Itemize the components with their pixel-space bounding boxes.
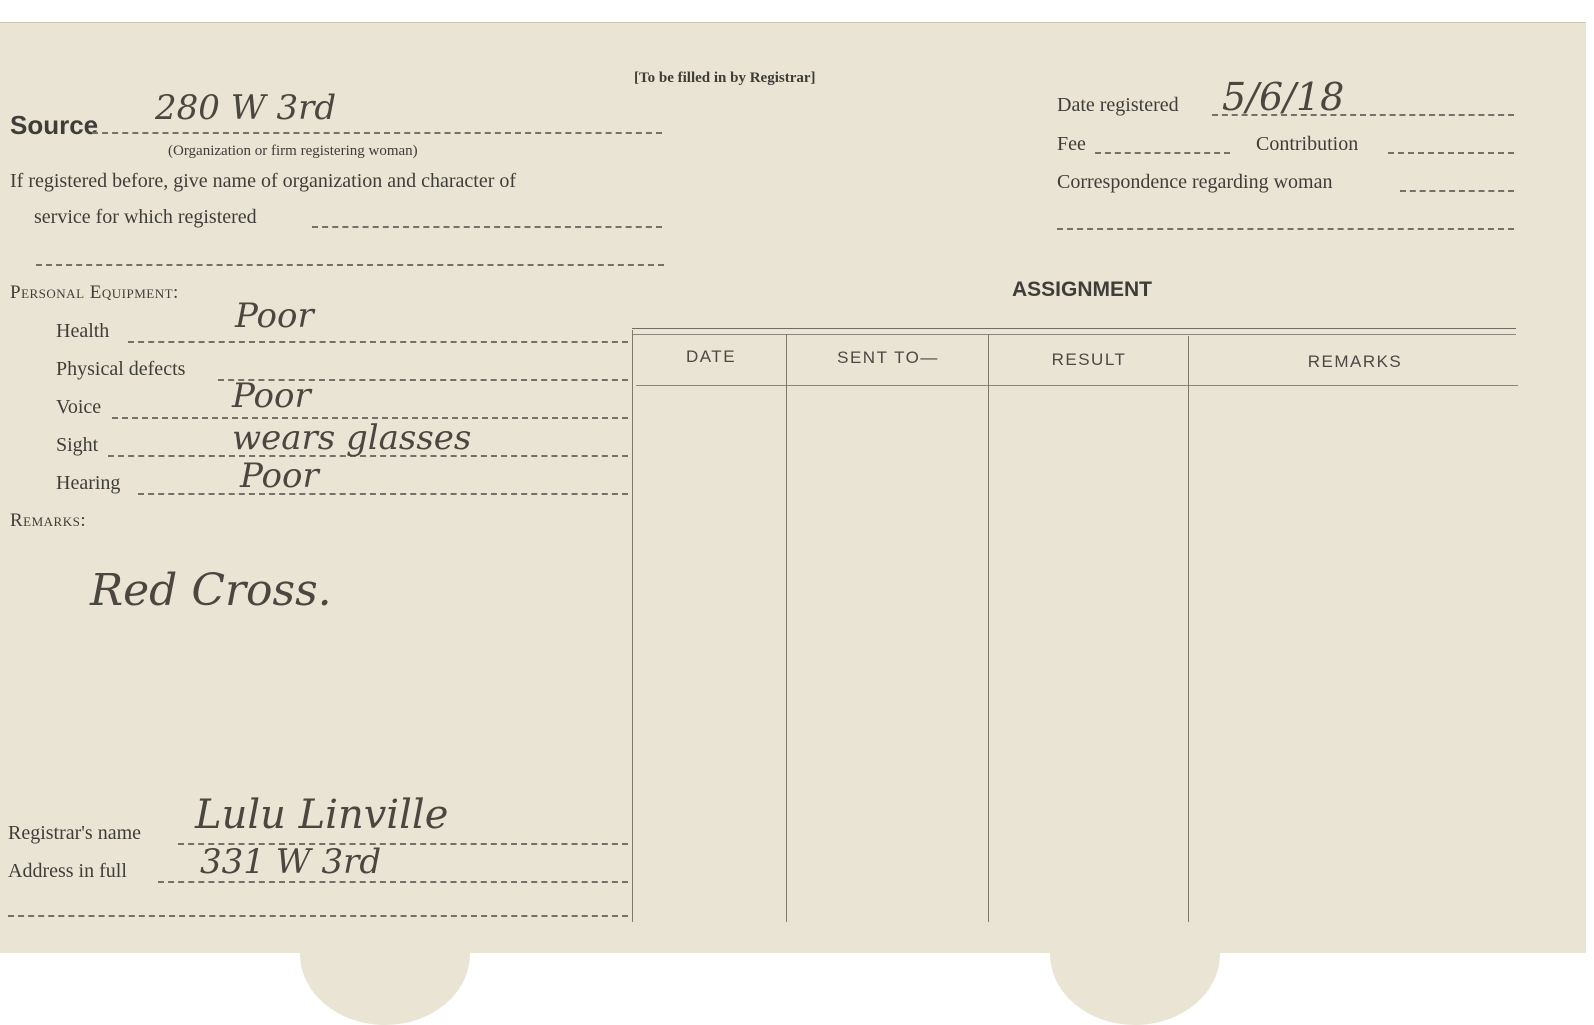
correspondence-line: [1400, 190, 1514, 192]
column-header-remarks: REMARKS: [1307, 352, 1403, 371]
registrar-name-label: Registrar's name: [8, 822, 142, 844]
registered-before-line2: service for which registered: [34, 206, 257, 228]
address-label: Address in full: [8, 860, 127, 882]
table-col-divider-1: [786, 334, 787, 922]
voice-value: Poor: [232, 376, 311, 416]
column-header-result: RESULT: [1051, 350, 1127, 369]
sight-label: Sight: [56, 434, 99, 456]
fee-label: Fee: [1057, 133, 1086, 155]
contribution-label: Contribution: [1256, 133, 1359, 155]
table-col-divider-2: [988, 334, 989, 922]
health-label: Health: [56, 320, 110, 342]
sight-value: wears glasses: [232, 418, 472, 458]
fee-line: [1095, 152, 1230, 154]
correspondence-extra-line: [1057, 228, 1514, 230]
voice-label: Voice: [56, 396, 102, 418]
assignment-title: ASSIGNMENT: [1012, 278, 1153, 301]
registered-before-line1: If registered before, give name of organization and character of: [10, 170, 517, 192]
source-line: [92, 132, 662, 134]
registered-before-line: [312, 226, 662, 228]
contribution-line: [1388, 152, 1514, 154]
column-header-date: DATE: [685, 347, 737, 366]
hearing-label: Hearing: [56, 472, 121, 494]
bottom-line: [8, 915, 628, 917]
registrar-note: [To be filled in by Registrar]: [634, 70, 816, 86]
remarks-value: Red Cross.: [90, 565, 332, 616]
table-top-rule-2: [632, 334, 1516, 335]
table-header-rule: [636, 385, 1518, 386]
column-header-sent-to: SENT TO—: [837, 348, 939, 367]
registered-before-extra-line: [36, 264, 664, 266]
date-registered-value: 5/6/18: [1222, 75, 1345, 119]
source-caption: (Organization or firm registering woman): [168, 143, 418, 159]
card-tab-left: [300, 945, 470, 1025]
card-tab-right: [1050, 945, 1220, 1025]
date-registered-label: Date registered: [1057, 94, 1179, 116]
hearing-line: [138, 493, 628, 495]
correspondence-label: Correspondence regarding woman: [1057, 171, 1333, 193]
registrar-name-value: Lulu Linville: [195, 792, 449, 838]
personal-equipment-label: Personal Equipment:: [10, 282, 179, 303]
health-line: [128, 341, 628, 343]
remarks-label: Remarks:: [10, 510, 87, 531]
hearing-value: Poor: [240, 456, 319, 496]
source-label: Source: [10, 110, 99, 140]
health-value: Poor: [235, 296, 314, 336]
table-col-divider-0: [632, 330, 633, 922]
physical-defects-label: Physical defects: [56, 358, 186, 380]
address-value: 331 W 3rd: [200, 842, 382, 882]
table-col-divider-3: [1188, 336, 1189, 922]
table-top-rule: [632, 328, 1516, 329]
source-value: 280 W 3rd: [155, 88, 337, 128]
